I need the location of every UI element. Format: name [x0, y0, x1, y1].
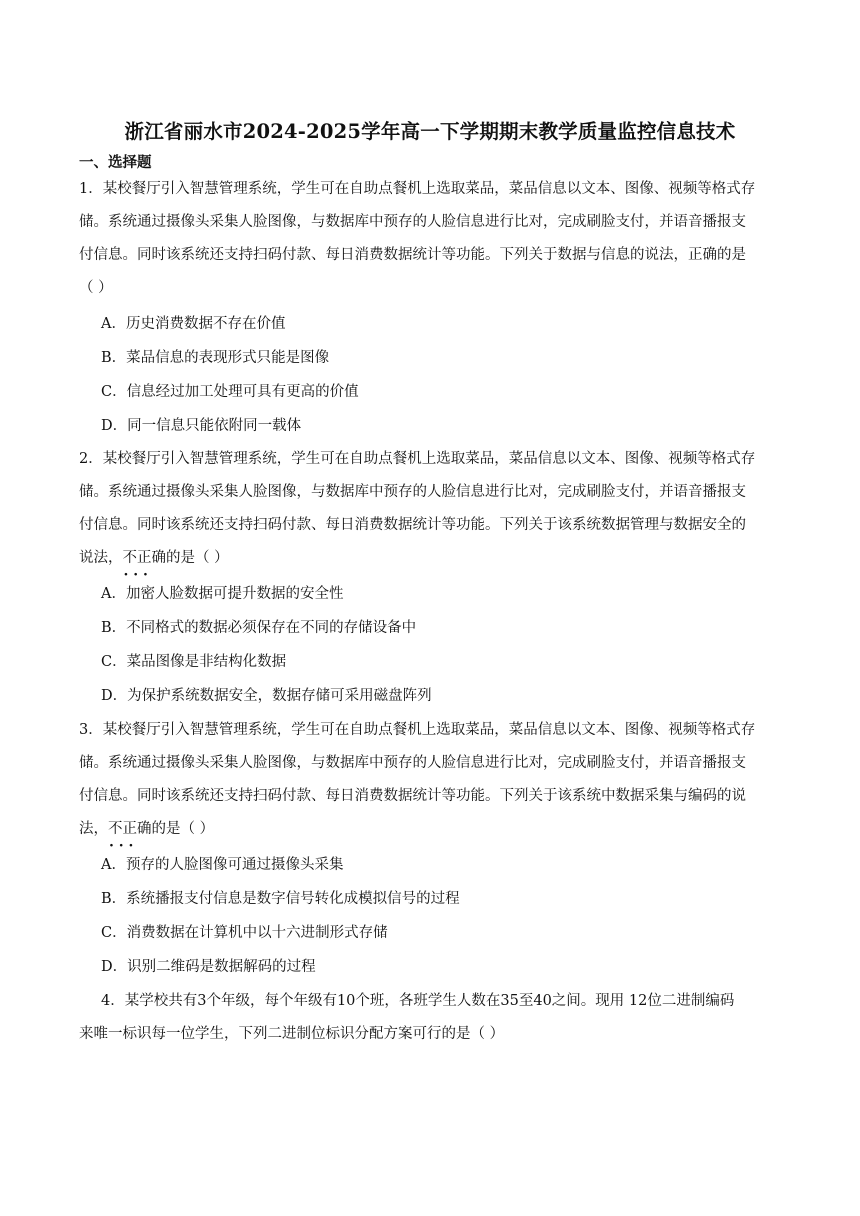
q2-line-4: [79, 548, 229, 568]
q2-line-4-prefix: 说法，: [79, 550, 123, 566]
q1-option-b: B．菜品信息的表现形式只能是图像: [101, 350, 330, 366]
q3-option-c: C．消费数据在计算机中以十六进制形式存储: [101, 925, 388, 941]
q2-option-b: B．不同格式的数据必须保存在不同的存储设备中: [101, 620, 417, 636]
q1-option-a: A．历史消费数据不存在价值: [101, 316, 286, 332]
q1-option-d: D．同一信息只能依附同一载体: [101, 418, 302, 434]
q3-option-a: A．预存的人脸图像可通过摄像头采集: [101, 857, 344, 873]
q3-line-4-suffix: 的是（ ）: [151, 821, 215, 837]
q4-line-1: 4．某学校共有3个年级，每个年级有10个班，各班学生人数在35至40之间。现用 12位二进制编码: [101, 993, 735, 1009]
q4-line-2: 来唯一标识每一位学生，下列二进制位标识分配方案可行的是（ ）: [79, 1026, 505, 1042]
q2-line-1: 2．某校餐厅引入智慧管理系统，学生可在自助点餐机上选取菜品，菜品信息以文本、图像、视频等格式存: [79, 451, 756, 467]
q1-line-4: （ ）: [79, 280, 113, 296]
q2-emphasis: 不正确 · · ·: [123, 550, 167, 566]
q1-line-2: 储。系统通过摄像头采集人脸图像，与数据库中预存的人脸信息进行比对，完成刷脸支付，并语音播报支: [79, 214, 746, 230]
q3-option-b: B．系统播报支付信息是数字信号转化成模拟信号的过程: [101, 891, 460, 907]
page-title: 浙江省丽水市2024-2025学年高一下学期期末教学质量监控信息技术: [124, 120, 736, 143]
q3-emphasis: 不正确 · · ·: [108, 821, 152, 837]
q2-option-d: D．为保护系统数据安全，数据存储可采用磁盘阵列: [101, 688, 432, 704]
q1-option-c: C．信息经过加工处理可具有更高的价值: [101, 384, 359, 400]
q3-line-3: 付信息。同时该系统还支持扫码付款、每日消费数据统计等功能。下列关于该系统中数据采集与编码的说: [79, 788, 746, 804]
q2-option-c: C．菜品图像是非结构化数据: [101, 654, 287, 670]
q2-option-a: A．加密人脸数据可提升数据的安全性: [101, 586, 344, 602]
q1-line-3: 付信息。同时该系统还支持扫码付款、每日消费数据统计等功能。下列关于数据与信息的说法，正确的是: [79, 247, 746, 263]
q3-line-4: [79, 819, 214, 839]
q1-line-1: 1．某校餐厅引入智慧管理系统，学生可在自助点餐机上选取菜品，菜品信息以文本、图像、视频等格式存: [79, 181, 756, 197]
q3-line-1: 3．某校餐厅引入智慧管理系统，学生可在自助点餐机上选取菜品，菜品信息以文本、图像、视频等格式存: [79, 722, 756, 738]
q3-line-2: 储。系统通过摄像头采集人脸图像，与数据库中预存的人脸信息进行比对，完成刷脸支付，并语音播报支: [79, 755, 746, 771]
q3-line-4-prefix: 法，: [79, 821, 108, 837]
q2-line-2: 储。系统通过摄像头采集人脸图像，与数据库中预存的人脸信息进行比对，完成刷脸支付，并语音播报支: [79, 484, 746, 500]
q3-option-d: D．识别二维码是数据解码的过程: [101, 959, 316, 975]
q2-line-3: 付信息。同时该系统还支持扫码付款、每日消费数据统计等功能。下列关于该系统数据管理与数据安全的: [79, 517, 746, 533]
q2-line-4-suffix: 的是（ ）: [166, 550, 229, 566]
section-heading: 一、选择题: [79, 154, 152, 171]
